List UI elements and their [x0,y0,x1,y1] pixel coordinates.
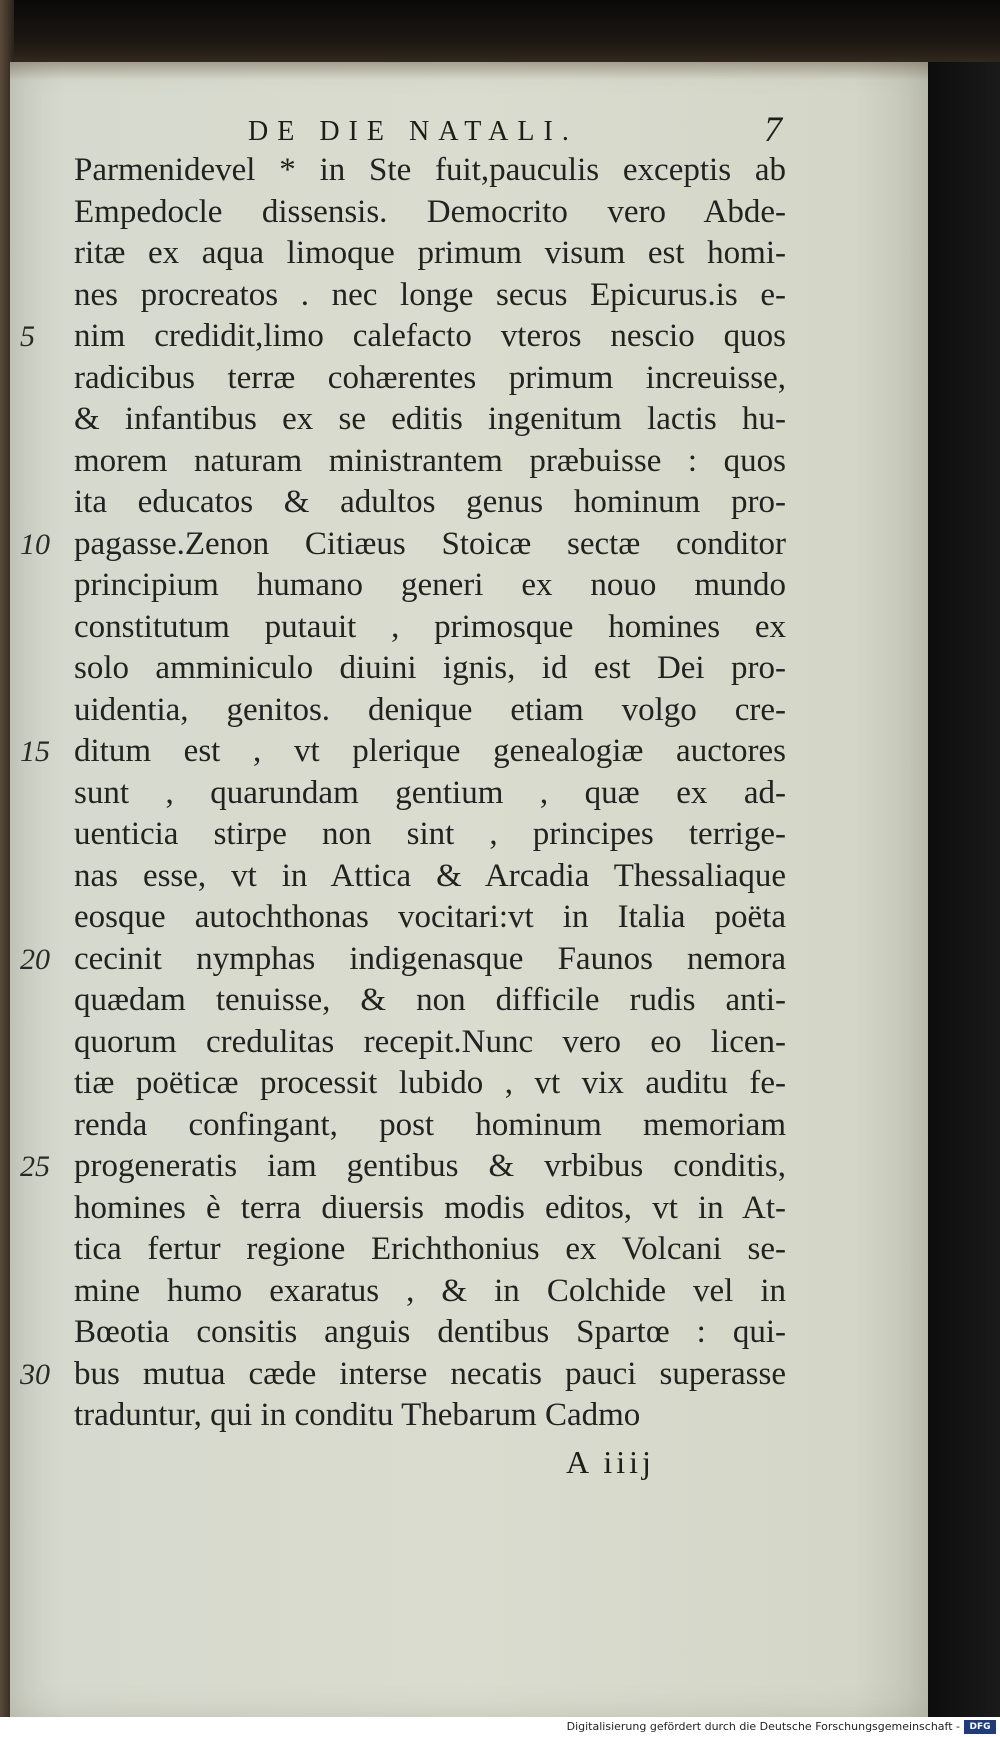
text-line: Parmenidevel * in Ste fuit,pauculis exceptis ab [74,152,786,188]
text-line: uenticia stirpe non sint , principes terrige- [74,816,786,852]
text-line: renda confingant, post hominum memoriam [74,1106,786,1143]
line-number: 25 [20,1150,50,1183]
text-line: nas esse, vt in Attica & Arcadia Thessaliaque [74,857,786,894]
digitization-footer [0,1717,1000,1737]
text-line: constitutum putauit , primosque homines ex [74,608,786,645]
text-line: quorum credulitas recepit.Nunc vero eo licen- [74,1023,786,1060]
funding-credit: Digitalisierung gefördert durch die Deutsche Forschungsgemeinschaft - [566,1720,960,1733]
line-number: 15 [20,735,50,768]
text-line: bus mutua cæde interse necatis pauci superasse [74,1355,786,1392]
text-line: progeneratis iam gentibus & vrbibus conditis, [74,1148,786,1184]
text-line: Empedocle dissensis. Democrito vero Abde- [74,193,786,230]
text-line: morem naturam ministrantem præbuisse : quos [74,442,786,479]
text-line: quædam tenuisse, & non difficile rudis anti- [74,982,786,1018]
text-line: mine humo exaratus , & in Colchide vel in [74,1272,786,1309]
text-line: nim credidit,limo calefacto vteros nescio quos [74,318,786,354]
line-number: 10 [20,527,50,561]
text-line: & infantibus ex se editis ingenitum lactis hu- [74,401,786,437]
text-line: homines è terra diuersis modis editos, vt in At- [74,1189,786,1226]
line-number: 20 [20,942,50,976]
book-top-edge [0,0,1000,70]
page-number: 7 [764,109,782,149]
text-line: solo amminiculo diuini ignis, id est Dei pro- [74,650,786,686]
line-number: 5 [20,320,35,353]
dfg-logo: DFG [964,1720,996,1734]
text-line: cecinit nymphas indigenasque Faunos nemora [74,940,786,977]
text-line: pagasse.Zenon Citiæus Stoicæ sectæ conditor [74,525,786,562]
text-line: tiæ poëticæ processit lubido , vt vix auditu fe- [74,1065,786,1101]
text-line: ita educatos & adultos genus hominum pro- [74,484,786,520]
text-line: eosque autochthonas vocitari:vt in Italia poëta [74,899,786,935]
text-line: ritæ ex aqua limoque primum visum est homi- [74,235,786,271]
text-line: traduntur, qui in conditu Thebarum Cadmo [74,1397,641,1433]
signature-mark: A iiij [566,1444,655,1480]
text-line: tica fertur regione Erichthonius ex Volcani se- [74,1231,786,1267]
text-line: ditum est , vt plerique genealogiæ auctores [74,733,786,769]
scan-background-right [928,62,1000,1717]
line-number: 30 [20,1357,50,1391]
body-text [74,150,786,1437]
text-line: radicibus terræ cohærentes primum increuisse, [74,359,786,396]
text-line: Bœotia consitis anguis dentibus Spartœ : qui- [74,1314,786,1350]
text-line: nes procreatos . nec longe secus Epicurus.is e- [74,276,786,313]
running-header-title: DE DIE NATALI. [248,116,578,147]
text-line: uidentia, genitos. denique etiam volgo cre- [74,691,786,728]
text-line: sunt , quarundam gentium , quæ ex ad- [74,774,786,811]
text-line: principium humano generi ex nouo mundo [74,567,786,603]
